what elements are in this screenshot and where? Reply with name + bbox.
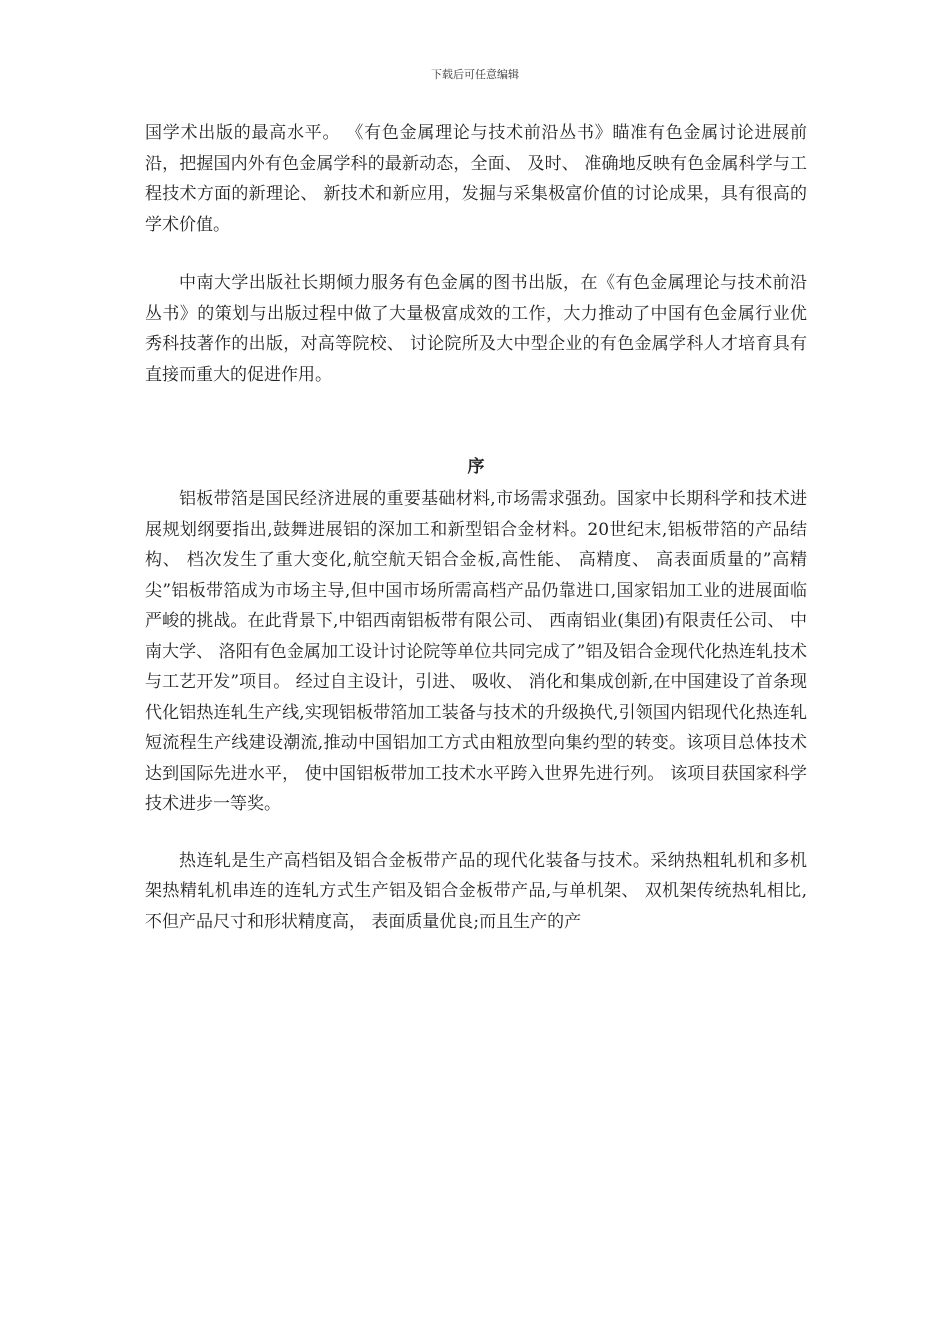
preface-title: 序 — [467, 457, 485, 477]
paragraph-series-value: 国学术出版的最高水平。 《有色金属理论与技术前沿丛书》瞄准有色金属讨论进展前沿，把握国内外有色金属学科的最新动态，全面、 及时、 准确地反映有色金属科学与工程技术方面的新理论、 新技术和新应用，发掘与采集极富价值的讨论成果，具有很高的学术价值。 — [145, 123, 807, 235]
paragraph-aluminum-background: 铝板带箔是国民经济进展的重要基础材料,市场需求强劲。国家中长期科学和技术进展规划纲要指出,鼓舞进展铝的深加工和新型铝合金材料。20世纪末,铝板带箔的产品结构、 档次发生了重大变化,航空航天铝合金板,高性能、 高精度、 高表面质量的”高精尖”铝板带箔成为市场主导,但中国市场所需高档产品仍靠进口,国家铝加工业的进展面临严峻的挑战。在此背景下,中铝西南铝板带有限公司、 西南铝业(集团)有限责任公司、 中南大学、 洛阳有色金属加工设计讨论院等单位共同完成了”铝及铝合金现代化热连轧技术与工艺开发”项目。 经过自主设计，引进、 吸收、 消化和集成创新,在中国建设了首条现代化铝热连轧生产线,实现铝板带箔加工装备与技术的升级换代,引领国内铝现代化热连轧短流程生产线建设潮流,推动中国铝加工方式由粗放型向集约型的转变。该项目总体技术达到国际先进水平， 使中国铝板带加工技术水平跨入世界先进行列。 该项目获国家科学技术进步一等奖。 — [145, 489, 807, 814]
paragraph-publisher-contribution: 中南大学出版社长期倾力服务有色金属的图书出版，在《有色金属理论与技术前沿丛书》的策划与出版过程中做了大量极富成效的工作，大力推动了中国有色金属行业优秀科技著作的出版，对高等院校、 讨论院所及大中型企业的有色金属学科人才培育具有直接而重大的促进作用。 — [145, 273, 807, 385]
paragraph-spacer — [145, 240, 807, 268]
paragraph-hot-rolling: 热连轧是生产高档铝及铝合金板带产品的现代化装备与技术。采纳热粗轧机和多机架热精轧机串连的连轧方式生产铝及铝合金板带产品,与单机架、 双机架传统热轧相比,不但产品尺寸和形状精度高， 表面质量优良;而且生产的产 — [145, 850, 807, 932]
page-header: 下载后可任意编辑 — [431, 68, 519, 81]
paragraph-spacer — [145, 820, 807, 846]
document-body — [145, 118, 807, 937]
